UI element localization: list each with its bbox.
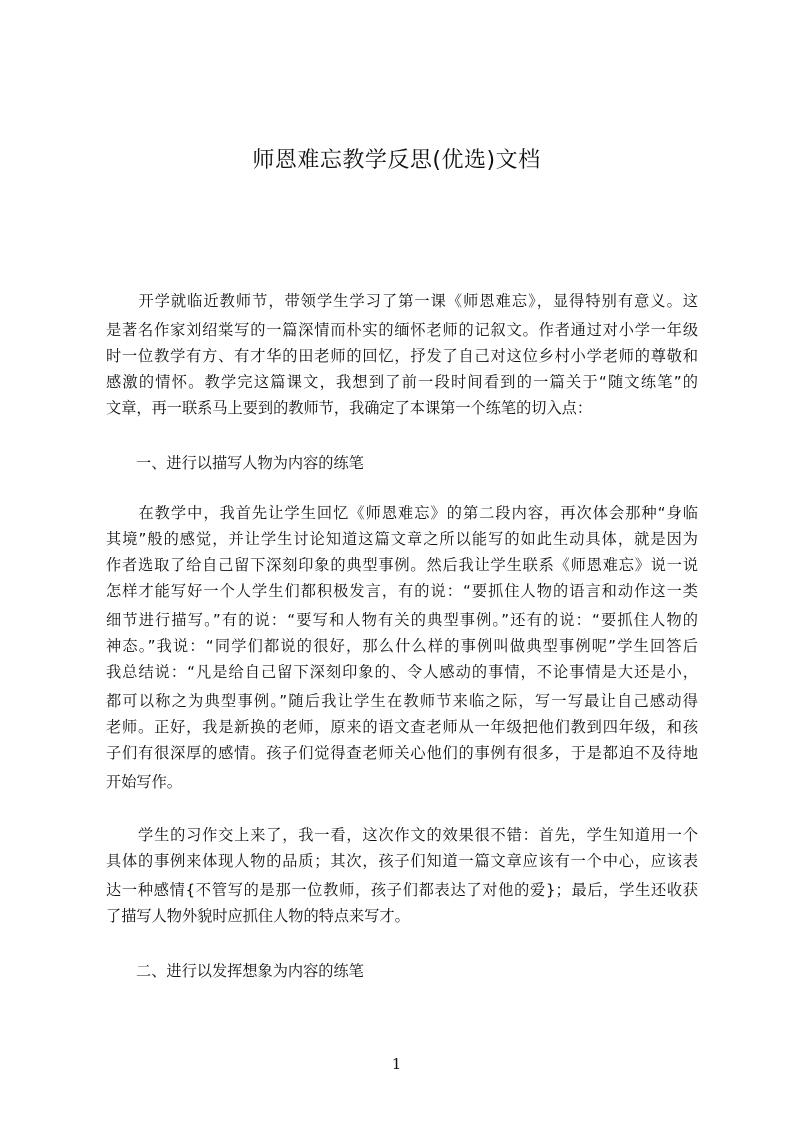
section-heading-2: 二、进行以发挥想象为内容的练笔 bbox=[136, 962, 364, 980]
paragraph-3-line: 具体的事例来体现人物的品质；其次，孩子们知道一篇文章应该有一个中心，应该表 bbox=[106, 852, 698, 870]
paragraph-1-line: 开学就临近教师节，带领学生学习了第一课《师恩难忘》，显得特别有意义。这 bbox=[106, 292, 698, 310]
paragraph-2-line: 老师。正好，我是新换的老师，原来的语文查老师从一年级把他们教到四年级，和孩 bbox=[106, 718, 698, 736]
paragraph-2-line: 怎样才能写好一个人学生们都积极发言，有的说：“要抓住人物的语言和动作这一类 bbox=[106, 582, 698, 600]
paragraph-2-line: 其境”般的感觉，并让学生讨论知道这篇文章之所以能写的如此生动具体，就是因为 bbox=[106, 530, 698, 548]
paragraph-1-line: 是著名作家刘绍棠写的一篇深情而朴实的缅怀老师的记叙文。作者通过对小学一年级 bbox=[106, 321, 698, 339]
paragraph-2-line: 子们有很深厚的感情。孩子们觉得查老师关心他们的事例有很多，于是都迫不及待地 bbox=[106, 744, 698, 762]
paragraph-3-line: 了描写人物外貌时应抓住人物的特点来写才。 bbox=[106, 907, 410, 925]
paragraph-2-line: 我总结说：“凡是给自己留下深刻印象的、令人感动的事情，不论事情是大还是小， bbox=[106, 663, 698, 681]
section-heading-1: 一、进行以描写人物为内容的练笔 bbox=[136, 454, 364, 472]
paragraph-2-line: 在教学中，我首先让学生回忆《师恩难忘》的第二段内容，再次体会那种“身临 bbox=[106, 504, 698, 522]
paragraph-1-line: 文章，再一联系马上要到的教师节，我确定了本课第一个练笔的切入点： bbox=[106, 399, 592, 417]
paragraph-3-line: 学生的习作交上来了，我一看，这次作文的效果很不错：首先，学生知道用一个 bbox=[106, 826, 698, 844]
paragraph-2-line: 神态。”我说：“同学们都说的很好，那么什么样的事例叫做典型事例呢”学生回答后 bbox=[106, 637, 698, 655]
paragraph-2-line: 细节进行描写。”有的说：“要写和人物有关的典型事例。”还有的说：“要抓住人物的 bbox=[106, 611, 698, 629]
paragraph-3-line: 达一种感情{不管写的是那一位教师，孩子们都表达了对他的爱}；最后，学生还收获 bbox=[106, 881, 698, 899]
paragraph-2-line: 开始写作。 bbox=[106, 773, 182, 791]
document-title: 师恩难忘教学反思(优选)文档 bbox=[252, 148, 541, 173]
paragraph-2-line: 作者选取了给自己留下深刻印象的典型事例。然后我让学生联系《师恩难忘》说一说 bbox=[106, 556, 698, 574]
paragraph-2-line: 都可以称之为典型事例。”随后我让学生在教师节来临之际，写一写最让自己感动得 bbox=[106, 692, 698, 710]
paragraph-1-line: 感激的情怀。教学完这篇课文，我想到了前一段时间看到的一篇关于“随文练笔”的 bbox=[106, 373, 698, 391]
paragraph-1-line: 时一位教学有方、有才华的田老师的回忆，抒发了自己对这位乡村小学老师的尊敬和 bbox=[106, 347, 698, 365]
page-number: 1 bbox=[391, 1055, 402, 1073]
